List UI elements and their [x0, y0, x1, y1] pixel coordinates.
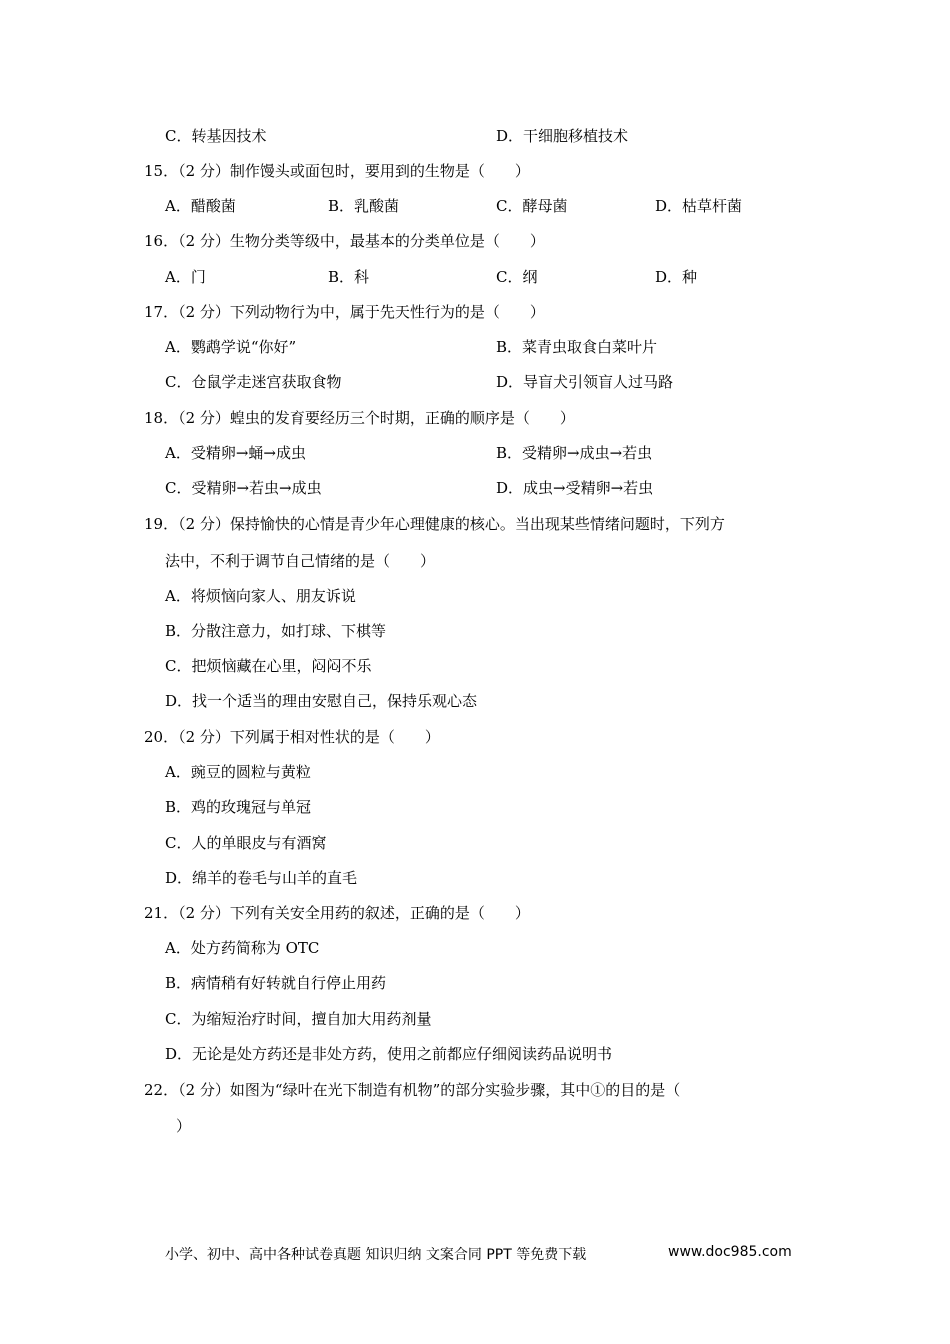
q19-option-d: D．找一个适当的理由安慰自己，保持乐观心态	[165, 692, 478, 710]
q17-option-a: A．鹦鹉学说“你好”	[165, 338, 297, 356]
q16-option-a: A．门	[165, 268, 206, 286]
q20-option-a: A．豌豆的圆粒与黄粒	[165, 763, 311, 781]
q18-option-c: C．受精卵→若虫→成虫	[165, 479, 322, 497]
q19-stem-line2: 法中，不利于调节自己情绪的是（ ）	[165, 552, 436, 570]
footer-promo-text: 小学、初中、高中各种试卷真题 知识归纳 文案合同 PPT 等免费下载	[165, 1247, 587, 1263]
q15-option-b: B．乳酸菌	[328, 197, 400, 215]
q19-option-c: C．把烦恼藏在心里，闷闷不乐	[165, 657, 372, 675]
q21-stem: 21．（2 分）下列有关安全用药的叙述，正确的是（ ）	[144, 904, 530, 922]
q21-option-c: C．为缩短治疗时间，擅自加大用药剂量	[165, 1010, 432, 1028]
q19-option-b: B．分散注意力，如打球、下棋等	[165, 622, 387, 640]
q20-stem: 20．（2 分）下列属于相对性状的是（ ）	[144, 728, 440, 746]
q21-option-a: A．处方药简称为 OTC	[165, 939, 320, 957]
q21-option-d: D．无论是处方药还是非处方药，使用之前都应仔细阅读药品说明书	[165, 1045, 613, 1063]
q19-stem-line1: 19．（2 分）保持愉快的心情是青少年心理健康的核心。当出现某些情绪问题时，下列方	[144, 515, 725, 533]
q17-stem: 17．（2 分）下列动物行为中，属于先天性行为的是（ ）	[144, 303, 545, 321]
q17-option-b: B．菜青虫取食白菜叶片	[496, 338, 658, 356]
q15-option-a: A．醋酸菌	[165, 197, 236, 215]
q18-stem: 18．（2 分）蝗虫的发育要经历三个时期，正确的顺序是（ ）	[144, 409, 575, 427]
q15-option-d: D．枯草杆菌	[655, 197, 743, 215]
q22-stem-line2: ）	[176, 1117, 192, 1135]
q20-option-b: B．鸡的玫瑰冠与单冠	[165, 798, 312, 816]
q15-stem: 15．（2 分）制作馒头或面包时，要用到的生物是（ ）	[144, 162, 530, 180]
q18-option-a: A．受精卵→蛹→成虫	[165, 444, 306, 462]
q17-option-c: C．仓鼠学走迷宫获取食物	[165, 373, 342, 391]
q14-option-d: D．干细胞移植技术	[496, 127, 629, 145]
q14-option-c: C．转基因技术	[165, 127, 267, 145]
q20-option-c: C．人的单眼皮与有酒窝	[165, 834, 327, 852]
q16-stem: 16．（2 分）生物分类等级中，最基本的分类单位是（ ）	[144, 232, 545, 250]
q16-option-d: D．种	[655, 268, 698, 286]
q18-option-b: B．受精卵→成虫→若虫	[496, 444, 653, 462]
q22-stem-line1: 22．（2 分）如图为“绿叶在光下制造有机物”的部分实验步骤，其中①的目的是（	[144, 1081, 681, 1099]
q15-option-c: C．酵母菌	[496, 197, 568, 215]
q19-option-a: A．将烦恼向家人、朋友诉说	[165, 587, 356, 605]
footer-website-link[interactable]: www.doc985.com	[668, 1244, 792, 1260]
q21-option-b: B．病情稍有好转就自行停止用药	[165, 974, 387, 992]
q18-option-d: D．成虫→受精卵→若虫	[496, 479, 654, 497]
q16-option-c: C．纲	[496, 268, 538, 286]
q16-option-b: B．科	[328, 268, 370, 286]
q20-option-d: D．绵羊的卷毛与山羊的直毛	[165, 869, 358, 887]
q17-option-d: D．导盲犬引领盲人过马路	[496, 373, 674, 391]
